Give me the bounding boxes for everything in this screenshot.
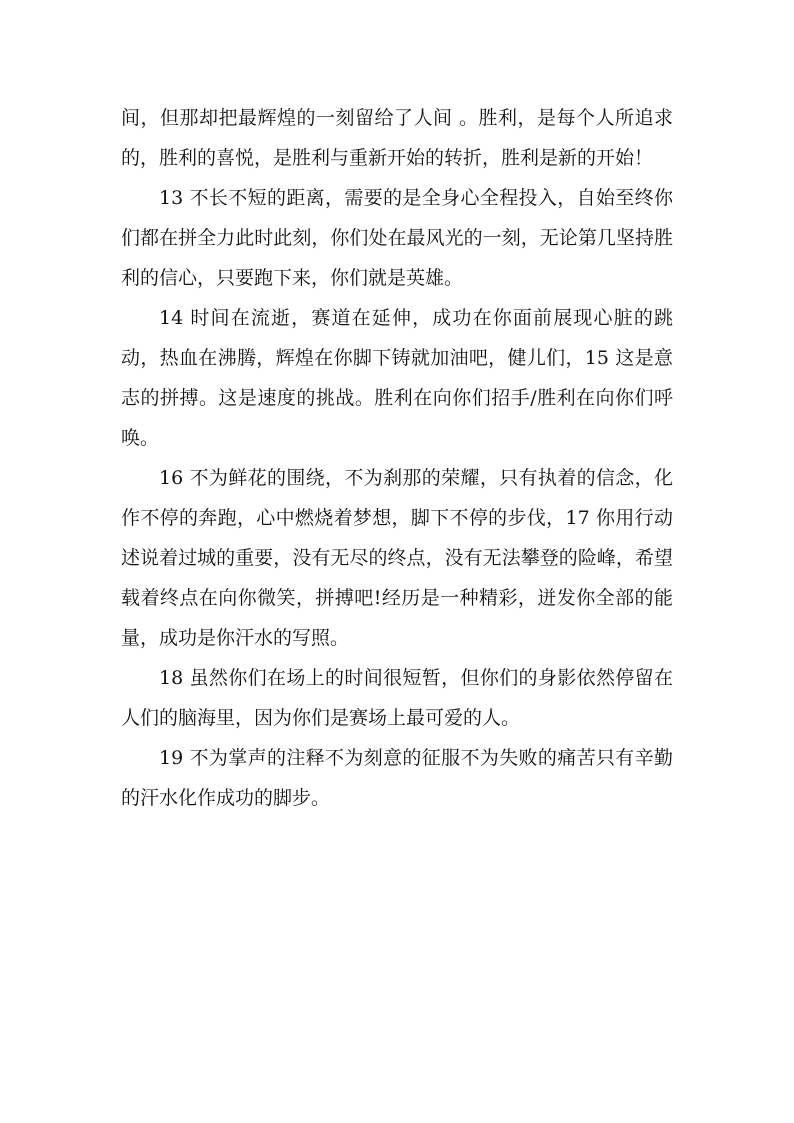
body-text [121, 98, 673, 818]
paragraph-13: 13 不长不短的距离，需要的是全身心全程投入，自始至终你们都在拼全力此时此刻，你们处在最风光的一刻，无论第几坚持胜利的信心，只要跑下来，你们就是英雄。 [121, 187, 673, 289]
paragraph-14: 14 时间在流逝，赛道在延伸，成功在你面前展现心脏的跳动，热血在沸腾，辉煌在你脚下铸就加油吧，健儿们，15 这是意志的拼搏。这是速度的挑战。胜利在向你们招手/胜利在向你们呼唤。 [121, 307, 673, 449]
paragraph-18: 18 虽然你们在场上的时间很短暂，但你们的身影依然停留在人们的脑海里，因为你们是赛场上最可爱的人。 [121, 667, 673, 729]
paragraph-continued: 间，但那却把最辉煌的一刻留给了人间 。胜利，是每个人所追求的，胜利的喜悦，是胜利与重新开始的转折，胜利是新的开始！ [121, 107, 673, 169]
paragraph-19: 19 不为掌声的注释不为刻意的征服不为失败的痛苦只有辛勤的汗水化作成功的脚步。 [121, 747, 673, 809]
paragraph-16: 16 不为鲜花的围绕，不为刹那的荣耀，只有执着的信念，化作不停的奔跑，心中燃烧着梦想，脚下不停的步伐，17 你用行动述说着过城的重要，没有无尽的终点，没有无法攀登的险峰，希望载着终点在向你微笑，拼搏吧!经历是一种精彩，迸发你全部的能量，成功是你汗水的写照。 [121, 467, 673, 649]
